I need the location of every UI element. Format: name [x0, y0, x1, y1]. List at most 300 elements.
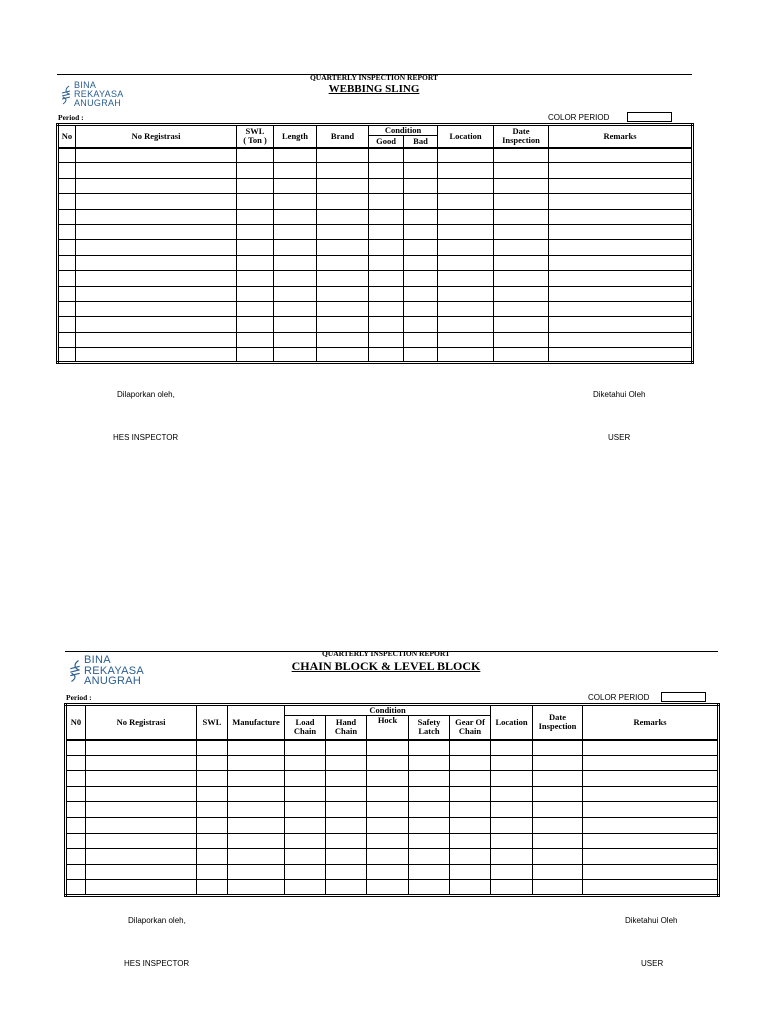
table-cell[interactable] — [450, 833, 491, 849]
table-cell[interactable] — [549, 348, 693, 363]
table-cell[interactable] — [450, 864, 491, 880]
table-cell[interactable] — [58, 317, 76, 332]
table-cell[interactable] — [58, 286, 76, 301]
table-cell[interactable] — [491, 755, 533, 771]
table-cell[interactable] — [317, 224, 369, 239]
table-cell[interactable] — [317, 348, 369, 363]
table-cell[interactable] — [583, 771, 719, 787]
table-cell[interactable] — [369, 240, 404, 255]
table-cell[interactable] — [285, 755, 326, 771]
table-cell[interactable] — [491, 740, 533, 756]
table-cell[interactable] — [86, 833, 197, 849]
table-cell[interactable] — [549, 209, 693, 224]
table-cell[interactable] — [450, 755, 491, 771]
table-cell[interactable] — [228, 786, 285, 802]
table-cell[interactable] — [66, 802, 86, 818]
table-cell[interactable] — [274, 348, 317, 363]
table-cell[interactable] — [369, 317, 404, 332]
table-body — [66, 740, 719, 896]
table-cell[interactable] — [409, 755, 450, 771]
table-cell[interactable] — [409, 740, 450, 756]
table-row — [58, 240, 693, 255]
table-cell[interactable] — [549, 240, 693, 255]
table-cell[interactable] — [533, 740, 583, 756]
table-cell[interactable] — [438, 255, 494, 270]
table-cell[interactable] — [494, 178, 549, 193]
table-cell[interactable] — [76, 163, 237, 178]
table-cell[interactable] — [549, 178, 693, 193]
table-cell[interactable] — [404, 209, 438, 224]
table-cell[interactable] — [274, 178, 317, 193]
table-cell[interactable] — [58, 332, 76, 347]
user-signature-label: USER — [608, 433, 631, 442]
table-cell[interactable] — [58, 255, 76, 270]
table-cell[interactable] — [494, 240, 549, 255]
table-cell[interactable] — [367, 864, 409, 880]
table-cell[interactable] — [274, 209, 317, 224]
table-cell[interactable] — [76, 209, 237, 224]
table-cell[interactable] — [285, 786, 326, 802]
table-cell[interactable] — [583, 786, 719, 802]
table-row — [58, 271, 693, 286]
table-cell[interactable] — [367, 771, 409, 787]
table-cell[interactable] — [494, 148, 549, 163]
table-cell[interactable] — [86, 817, 197, 833]
table-cell[interactable] — [549, 148, 693, 163]
table-cell[interactable] — [274, 194, 317, 209]
table-cell[interactable] — [317, 255, 369, 270]
table-cell[interactable] — [237, 301, 274, 316]
col-header-load-line2: Chain — [293, 726, 317, 737]
table-cell[interactable] — [317, 271, 369, 286]
table-cell[interactable] — [369, 224, 404, 239]
table-cell[interactable] — [533, 880, 583, 896]
table-cell[interactable] — [494, 194, 549, 209]
table-cell[interactable] — [369, 271, 404, 286]
table-cell[interactable] — [409, 864, 450, 880]
table-cell[interactable] — [58, 240, 76, 255]
table-cell[interactable] — [66, 833, 86, 849]
period-label: Period : — [66, 693, 92, 702]
table-cell[interactable] — [326, 740, 367, 756]
table-cell[interactable] — [197, 864, 228, 880]
table-cell[interactable] — [326, 849, 367, 865]
report-supertitle: QUARTERLY INSPECTION REPORT — [309, 73, 439, 82]
table-cell[interactable] — [197, 740, 228, 756]
table-cell[interactable] — [66, 786, 86, 802]
table-cell[interactable] — [494, 348, 549, 363]
table-cell[interactable] — [404, 224, 438, 239]
table-cell[interactable] — [237, 209, 274, 224]
color-period — [548, 112, 672, 122]
table-cell[interactable] — [549, 224, 693, 239]
table-cell[interactable] — [228, 771, 285, 787]
table-cell[interactable] — [76, 286, 237, 301]
color-period-box[interactable] — [661, 692, 706, 702]
table-cell[interactable] — [76, 317, 237, 332]
table-cell[interactable] — [86, 849, 197, 865]
table-cell[interactable] — [438, 194, 494, 209]
table-cell[interactable] — [549, 163, 693, 178]
table-cell[interactable] — [583, 817, 719, 833]
table-cell[interactable] — [369, 148, 404, 163]
table-cell[interactable] — [228, 849, 285, 865]
table-cell[interactable] — [66, 817, 86, 833]
table-cell[interactable] — [369, 209, 404, 224]
table-cell[interactable] — [409, 786, 450, 802]
table-cell[interactable] — [58, 194, 76, 209]
table-cell[interactable] — [285, 880, 326, 896]
table-cell[interactable] — [58, 178, 76, 193]
table-cell[interactable] — [285, 802, 326, 818]
table-cell[interactable] — [491, 849, 533, 865]
table-cell[interactable] — [409, 880, 450, 896]
table-cell[interactable] — [450, 786, 491, 802]
table-cell[interactable] — [438, 178, 494, 193]
table-row — [58, 194, 693, 209]
table-cell[interactable] — [197, 849, 228, 865]
col-header-bad: Bad — [404, 136, 438, 148]
table-cell[interactable] — [367, 817, 409, 833]
table-cell[interactable] — [86, 771, 197, 787]
col-header-safety-latch — [409, 716, 450, 740]
table-cell[interactable] — [317, 317, 369, 332]
col-header-no: N0 — [66, 705, 86, 740]
col-header-condition: Condition — [285, 705, 491, 716]
table-cell[interactable] — [438, 163, 494, 178]
table-cell[interactable] — [367, 755, 409, 771]
table-cell[interactable] — [491, 880, 533, 896]
table-cell[interactable] — [326, 833, 367, 849]
table-cell[interactable] — [228, 880, 285, 896]
table-cell[interactable] — [494, 224, 549, 239]
table-cell[interactable] — [491, 802, 533, 818]
table-cell[interactable] — [491, 786, 533, 802]
table-cell[interactable] — [86, 880, 197, 896]
table-cell[interactable] — [494, 163, 549, 178]
table-row — [66, 740, 719, 756]
table-cell[interactable] — [317, 148, 369, 163]
table-cell[interactable] — [409, 817, 450, 833]
table-cell[interactable] — [274, 317, 317, 332]
table-cell[interactable] — [494, 271, 549, 286]
report-title-block — [276, 649, 496, 674]
table-cell[interactable] — [404, 194, 438, 209]
table-cell[interactable] — [438, 301, 494, 316]
table-cell[interactable] — [197, 833, 228, 849]
table-cell[interactable] — [367, 880, 409, 896]
table-cell[interactable] — [317, 163, 369, 178]
table-cell[interactable] — [237, 348, 274, 363]
table-cell[interactable] — [404, 271, 438, 286]
table-cell[interactable] — [237, 148, 274, 163]
table-cell[interactable] — [86, 740, 197, 756]
table-cell[interactable] — [237, 163, 274, 178]
table-cell[interactable] — [404, 148, 438, 163]
table-cell[interactable] — [197, 880, 228, 896]
table-cell[interactable] — [76, 224, 237, 239]
table-cell[interactable] — [58, 301, 76, 316]
table-cell[interactable] — [549, 332, 693, 347]
table-cell[interactable] — [404, 317, 438, 332]
table-cell[interactable] — [58, 209, 76, 224]
table-cell[interactable] — [409, 771, 450, 787]
table-cell[interactable] — [450, 880, 491, 896]
table-cell[interactable] — [58, 271, 76, 286]
table-cell[interactable] — [58, 148, 76, 163]
table-cell[interactable] — [274, 255, 317, 270]
table-cell[interactable] — [533, 786, 583, 802]
table-cell[interactable] — [285, 864, 326, 880]
col-header-remarks: Remarks — [583, 705, 719, 740]
table-cell[interactable] — [450, 849, 491, 865]
table-cell[interactable] — [285, 817, 326, 833]
wave-logo-icon — [68, 657, 82, 685]
table-cell[interactable] — [583, 880, 719, 896]
table-cell[interactable] — [237, 271, 274, 286]
table-cell[interactable] — [197, 786, 228, 802]
table-cell[interactable] — [237, 255, 274, 270]
table-cell[interactable] — [369, 178, 404, 193]
table-cell[interactable] — [583, 802, 719, 818]
table-cell[interactable] — [533, 817, 583, 833]
table-cell[interactable] — [549, 194, 693, 209]
table-cell[interactable] — [326, 786, 367, 802]
table-cell[interactable] — [438, 209, 494, 224]
table-cell[interactable] — [583, 740, 719, 756]
table-cell[interactable] — [404, 163, 438, 178]
table-cell[interactable] — [549, 271, 693, 286]
table-cell[interactable] — [274, 148, 317, 163]
table-cell[interactable] — [404, 286, 438, 301]
col-header-hock: Hock — [367, 716, 409, 740]
table-cell[interactable] — [228, 864, 285, 880]
table-cell[interactable] — [326, 755, 367, 771]
table-cell[interactable] — [367, 740, 409, 756]
table-cell[interactable] — [369, 332, 404, 347]
table-cell[interactable] — [367, 802, 409, 818]
table-cell[interactable] — [549, 255, 693, 270]
table-cell[interactable] — [533, 833, 583, 849]
table-cell[interactable] — [274, 286, 317, 301]
table-row — [58, 348, 693, 363]
table-row — [58, 163, 693, 178]
inspection-table — [56, 123, 694, 364]
table-cell[interactable] — [317, 332, 369, 347]
table-cell[interactable] — [237, 178, 274, 193]
table-cell[interactable] — [66, 771, 86, 787]
table-cell[interactable] — [86, 755, 197, 771]
table-cell[interactable] — [274, 240, 317, 255]
table-cell[interactable] — [197, 771, 228, 787]
col-header-date: Date — [549, 712, 567, 723]
table-cell[interactable] — [317, 240, 369, 255]
table-cell[interactable] — [494, 332, 549, 347]
table-cell[interactable] — [369, 194, 404, 209]
table-cell[interactable] — [317, 301, 369, 316]
table-cell[interactable] — [404, 255, 438, 270]
col-header-hand-line2: Chain — [334, 726, 358, 737]
table-cell[interactable] — [326, 802, 367, 818]
table-cell[interactable] — [438, 348, 494, 363]
color-period-label: COLOR PERIOD — [548, 112, 610, 122]
table-cell[interactable] — [197, 755, 228, 771]
table-row — [58, 332, 693, 347]
table-cell[interactable] — [583, 864, 719, 880]
table-cell[interactable] — [76, 194, 237, 209]
table-cell[interactable] — [450, 740, 491, 756]
table-cell[interactable] — [76, 255, 237, 270]
table-cell[interactable] — [237, 317, 274, 332]
table-cell[interactable] — [438, 148, 494, 163]
table-cell[interactable] — [86, 802, 197, 818]
table-cell[interactable] — [549, 317, 693, 332]
table-cell[interactable] — [583, 849, 719, 865]
table-cell[interactable] — [326, 771, 367, 787]
table-cell[interactable] — [438, 224, 494, 239]
col-header-location: Location — [438, 125, 494, 148]
table-cell[interactable] — [583, 755, 719, 771]
table-cell[interactable] — [491, 864, 533, 880]
table-cell[interactable] — [549, 301, 693, 316]
table-cell[interactable] — [274, 271, 317, 286]
table-cell[interactable] — [317, 178, 369, 193]
table-cell[interactable] — [491, 833, 533, 849]
table-cell[interactable] — [409, 833, 450, 849]
table-cell[interactable] — [76, 332, 237, 347]
table-cell[interactable] — [404, 348, 438, 363]
table-cell[interactable] — [76, 348, 237, 363]
table-cell[interactable] — [409, 849, 450, 865]
table-cell[interactable] — [438, 317, 494, 332]
table-cell[interactable] — [404, 332, 438, 347]
table-cell[interactable] — [237, 286, 274, 301]
inspection-table — [64, 703, 720, 897]
table-row — [58, 148, 693, 163]
table-cell[interactable] — [404, 240, 438, 255]
table-cell[interactable] — [66, 849, 86, 865]
table-cell[interactable] — [228, 833, 285, 849]
col-header-swl: SWL — [197, 705, 228, 740]
color-period-box[interactable] — [627, 112, 672, 122]
table-cell[interactable] — [285, 833, 326, 849]
table-cell[interactable] — [450, 802, 491, 818]
table-cell[interactable] — [369, 286, 404, 301]
table-cell[interactable] — [438, 332, 494, 347]
table-cell[interactable] — [76, 148, 237, 163]
table-cell[interactable] — [549, 286, 693, 301]
table-cell[interactable] — [494, 317, 549, 332]
table-cell[interactable] — [66, 864, 86, 880]
table-cell[interactable] — [86, 786, 197, 802]
table-cell[interactable] — [274, 332, 317, 347]
table-cell[interactable] — [533, 755, 583, 771]
table-cell[interactable] — [237, 224, 274, 239]
table-cell[interactable] — [326, 880, 367, 896]
reported-by-label: Dilaporkan oleh, — [128, 916, 186, 925]
table-cell[interactable] — [367, 833, 409, 849]
table-cell[interactable] — [76, 178, 237, 193]
table-cell[interactable] — [317, 209, 369, 224]
table-cell[interactable] — [317, 286, 369, 301]
table-cell[interactable] — [76, 301, 237, 316]
table-cell[interactable] — [409, 802, 450, 818]
table-cell[interactable] — [369, 348, 404, 363]
table-cell[interactable] — [237, 194, 274, 209]
table-cell[interactable] — [86, 864, 197, 880]
table-cell[interactable] — [228, 740, 285, 756]
table-cell[interactable] — [533, 864, 583, 880]
table-cell[interactable] — [76, 271, 237, 286]
table-cell[interactable] — [533, 849, 583, 865]
table-cell[interactable] — [274, 163, 317, 178]
table-cell[interactable] — [285, 740, 326, 756]
table-cell[interactable] — [404, 178, 438, 193]
table-cell[interactable] — [197, 817, 228, 833]
table-cell[interactable] — [494, 209, 549, 224]
col-header-hand-chain — [326, 716, 367, 740]
table-cell[interactable] — [317, 194, 369, 209]
table-row — [66, 833, 719, 849]
table-cell[interactable] — [274, 301, 317, 316]
table-cell[interactable] — [367, 849, 409, 865]
table-cell[interactable] — [326, 817, 367, 833]
table-cell[interactable] — [494, 286, 549, 301]
table-cell[interactable] — [450, 817, 491, 833]
col-header-brand: Brand — [317, 125, 369, 148]
table-cell[interactable] — [583, 833, 719, 849]
table-cell[interactable] — [66, 740, 86, 756]
table-cell[interactable] — [494, 255, 549, 270]
table-cell[interactable] — [228, 802, 285, 818]
acknowledged-by-label: Diketahui Oleh — [593, 390, 646, 399]
table-cell[interactable] — [274, 224, 317, 239]
table-cell[interactable] — [237, 240, 274, 255]
table-cell[interactable] — [533, 802, 583, 818]
table-cell[interactable] — [494, 301, 549, 316]
table-cell[interactable] — [369, 163, 404, 178]
table-cell[interactable] — [367, 786, 409, 802]
table-cell[interactable] — [228, 817, 285, 833]
table-cell[interactable] — [58, 348, 76, 363]
wave-logo-icon — [60, 84, 72, 106]
table-cell[interactable] — [197, 802, 228, 818]
table-cell[interactable] — [58, 224, 76, 239]
table-cell[interactable] — [237, 332, 274, 347]
table-cell[interactable] — [326, 864, 367, 880]
col-header-manufacture: Manufacture — [228, 705, 285, 740]
table-cell[interactable] — [438, 240, 494, 255]
table-cell[interactable] — [66, 755, 86, 771]
table-cell[interactable] — [491, 771, 533, 787]
table-cell[interactable] — [369, 301, 404, 316]
table-cell[interactable] — [66, 880, 86, 896]
table-cell[interactable] — [369, 255, 404, 270]
table-cell[interactable] — [450, 771, 491, 787]
table-cell[interactable] — [76, 240, 237, 255]
table-cell[interactable] — [228, 755, 285, 771]
table-cell[interactable] — [285, 849, 326, 865]
table-cell[interactable] — [491, 817, 533, 833]
table-cell[interactable] — [438, 286, 494, 301]
table-cell[interactable] — [404, 301, 438, 316]
table-cell[interactable] — [533, 771, 583, 787]
table-cell[interactable] — [438, 271, 494, 286]
company-logo — [68, 655, 144, 687]
col-header-safety-line1: Safety — [417, 717, 441, 728]
table-cell[interactable] — [285, 771, 326, 787]
table-cell[interactable] — [58, 163, 76, 178]
